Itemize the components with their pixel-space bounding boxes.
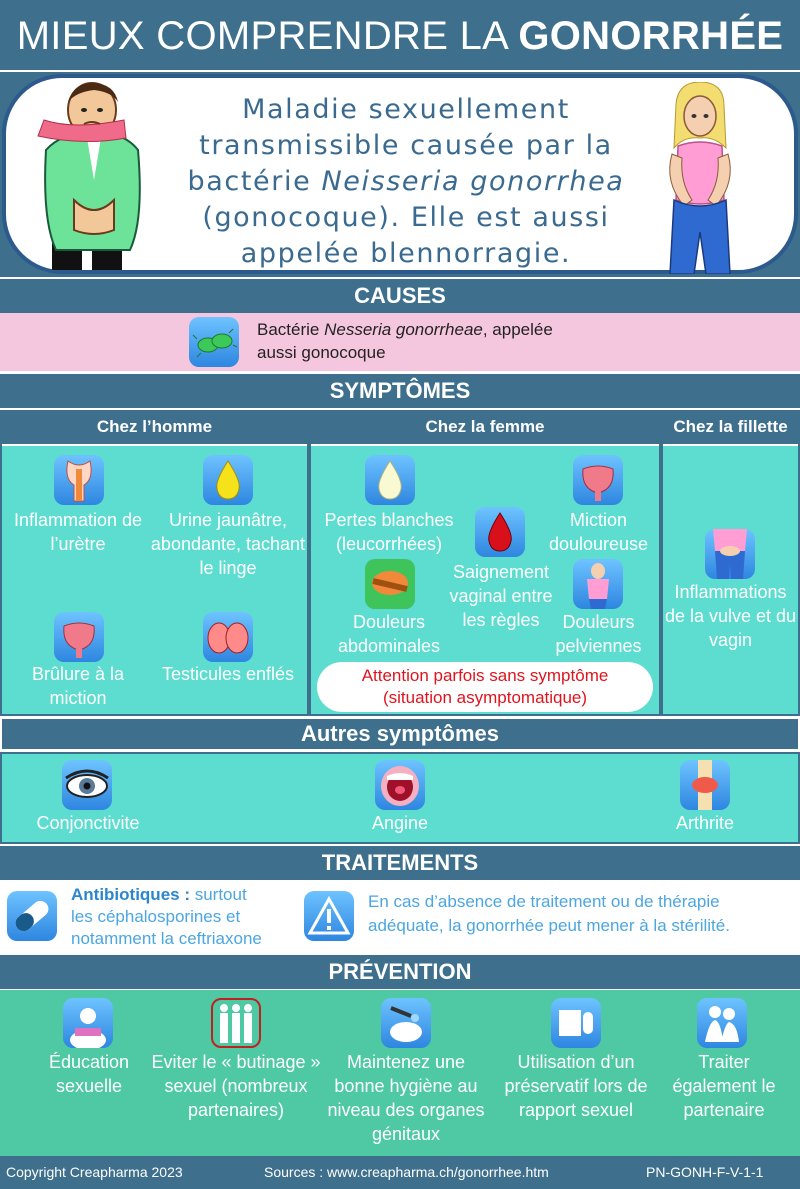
partners-icon: [211, 998, 261, 1048]
white-drop-icon: [365, 455, 415, 505]
warning-icon: [304, 891, 354, 941]
col-fillette: Chez la fillette: [663, 410, 798, 444]
autres-label-2: Angine: [371, 813, 429, 833]
femme-label-4: Douleurs abdominales: [337, 612, 441, 656]
cause-description: Bactérie Nesseria gonorrheae, appelée aussi gonocoque: [257, 320, 553, 362]
document-code: PN-GONH-F-V-1-1: [646, 1164, 764, 1180]
homme-label-3: Brûlure à la miction: [31, 664, 125, 708]
capsule-icon: [7, 891, 57, 941]
prevention-label-1: Éducation sexuelle: [48, 1052, 130, 1096]
prevention-label-5: Traiter également le partenaire: [672, 1052, 776, 1120]
antibiotics-text: Antibiotiques : surtout les céphalosporines et notamment la ceftriaxone: [71, 885, 262, 948]
symptoms-heading: SYMPTÔMES: [0, 374, 800, 408]
intro-section: [0, 72, 800, 277]
condom-icon: [551, 998, 601, 1048]
eye-icon: [62, 760, 112, 810]
page-title: MIEUX COMPRENDRE LA GONORRHÉE: [0, 0, 800, 70]
prevention-heading: PRÉVENTION: [0, 955, 800, 989]
asymptomatic-warning: Attention parfois sans symptôme (situation asymptomatique): [317, 662, 653, 712]
traitements-panel: [0, 882, 800, 954]
footer: [0, 1156, 800, 1189]
bladder-icon: [573, 455, 623, 505]
sick-woman-illustration: [654, 82, 744, 274]
autres-label-1: Conjonctivite: [36, 813, 140, 833]
femme-label-5: Douleurs pelviennes: [555, 612, 642, 656]
pelvis-pain-icon: [573, 559, 623, 609]
prevention-label-3: Maintenez une bonne hygiène au niveau des organes génitaux: [327, 1052, 485, 1144]
bacteria-icon: [189, 317, 239, 367]
throat-icon: [375, 760, 425, 810]
hygiene-icon: [381, 998, 431, 1048]
autres-label-3: Arthrite: [675, 813, 735, 833]
homme-label-1: Inflammation de l’urètre: [13, 510, 143, 554]
testicles-icon: [203, 612, 253, 662]
copyright: Copyright Creapharma 2023: [6, 1164, 183, 1180]
autres-heading: Autres symptômes: [0, 717, 800, 751]
blood-drop-icon: [475, 507, 525, 557]
traitements-heading: TRAITEMENTS: [0, 846, 800, 880]
urethra-icon: [54, 455, 104, 505]
pelvic-icon: [705, 529, 755, 579]
fillette-label-1: Inflammations de la vulve et du vagin: [664, 582, 797, 650]
femme-label-3: Miction douloureuse: [548, 510, 649, 554]
yellow-drop-icon: [203, 455, 253, 505]
intro-card: [2, 74, 798, 274]
causes-row: [0, 313, 800, 371]
intro-text: Maladie sexuellement transmissible causée par la bactérie Neisseria gonorrhea (gonocoque). Elle est aussi appelée blennorragie.: [187, 94, 625, 269]
prevention-label-2: Eviter le « butinage » sexuel (nombreux partenaires): [151, 1052, 321, 1120]
homme-label-2: Urine jaunâtre, abondante, tachant le linge: [150, 510, 306, 578]
knee-icon: [680, 760, 730, 810]
sterility-warning: En cas d’absence de traitement ou de thérapie adéquate, la gonorrhée peut mener à la stérilité.: [368, 892, 730, 935]
bladder-icon: [54, 612, 104, 662]
homme-label-4: Testicules enflés: [161, 664, 295, 684]
education-icon: [63, 998, 113, 1048]
abdomen-icon: [365, 559, 415, 609]
prevention-label-4: Utilisation d’un préservatif lors de rapport sexuel: [504, 1052, 648, 1120]
col-homme: Chez l’homme: [2, 410, 307, 444]
col-femme: Chez la femme: [311, 410, 659, 444]
couple-icon: [697, 998, 747, 1048]
prevention-panel: [0, 990, 800, 1156]
sick-man-illustration: [34, 80, 154, 272]
femme-label-1: Pertes blanches (leucorrhées): [324, 510, 454, 554]
femme-label-2: Saignement vaginal entre les règles: [449, 562, 553, 630]
causes-heading: CAUSES: [0, 279, 800, 313]
sources-link[interactable]: Sources : www.creapharma.ch/gonorrhee.htm: [264, 1164, 549, 1180]
